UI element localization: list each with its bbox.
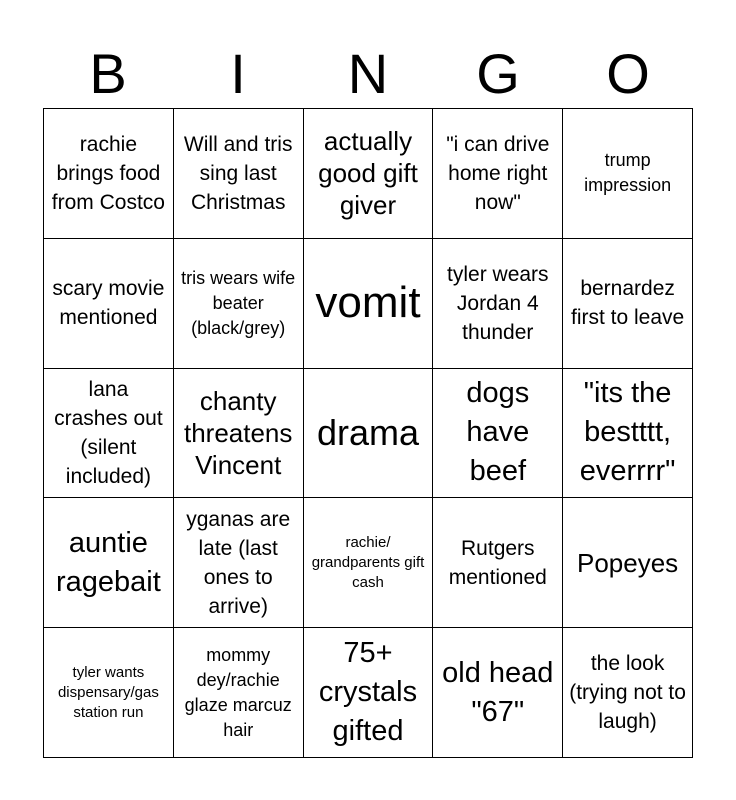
header-letter-n: N [347,42,389,105]
cell-text: 75+ crystals gifted [318,637,418,748]
bingo-cell[interactable] [174,109,304,239]
bingo-cell[interactable] [174,498,304,628]
bingo-cell[interactable] [174,369,304,499]
bingo-cell[interactable] [174,239,304,369]
cell-text: Popeyes [577,547,679,578]
header-letter-g: G [476,42,520,105]
cell-text: trump impression [584,150,672,196]
cell-text: "i can drive home right now" [446,132,550,214]
bingo-cell[interactable] [174,628,304,758]
bingo-cell[interactable] [44,498,174,628]
cell-text: Rutgers mentioned [448,536,547,589]
bingo-cell-free[interactable] [304,239,434,369]
cell-text: auntie ragebait [55,526,161,598]
cell-text: old head "67" [442,656,554,728]
bingo-cell[interactable] [563,109,693,239]
bingo-cell[interactable] [304,109,434,239]
cell-text: rachie brings food from Costco [51,132,165,214]
bingo-header [43,40,693,108]
cell-text: Will and tris sing last Christmas [183,132,293,214]
cell-text: lana crashes out (silent included) [54,377,163,488]
bingo-cell[interactable] [433,239,563,369]
cell-text: tris wears wife beater (black/grey) [181,267,296,338]
bingo-cell[interactable] [304,369,434,499]
bingo-cell[interactable] [563,628,693,758]
cell-text: "its the bestttt, everrrr" [579,377,676,488]
bingo-cell[interactable] [44,239,174,369]
cell-text: tyler wants dispensary/gas station run [57,663,159,721]
cell-text: yganas are late (last ones to arrive) [186,507,291,618]
cell-text: drama [316,411,420,453]
bingo-cell[interactable] [433,498,563,628]
bingo-cell[interactable] [304,498,434,628]
cell-text: vomit [315,278,421,328]
bingo-cell[interactable] [433,369,563,499]
cell-text: mommy dey/rachie glaze marcuz hair [184,644,292,740]
bingo-cell[interactable] [563,498,693,628]
bingo-cell[interactable] [44,109,174,239]
bingo-cell[interactable] [563,239,693,369]
bingo-board [43,108,693,758]
cell-text: chanty threatens Vincent [183,385,293,480]
cell-text: bernardez first to leave [570,277,685,330]
cell-text: rachie/ grandparents gift cash [311,533,425,591]
cell-text: actually good gift giver [318,126,418,221]
cell-text: tyler wears Jordan 4 thunder [447,262,549,344]
bingo-cell[interactable] [44,369,174,499]
bingo-cell[interactable] [44,628,174,758]
bingo-cell[interactable] [563,369,693,499]
bingo-cell[interactable] [433,628,563,758]
bingo-cell[interactable] [304,628,434,758]
cell-text: scary movie mentioned [52,277,165,330]
bingo-cell[interactable] [433,109,563,239]
cell-text: the look (trying not to laugh) [569,652,686,734]
header-letter-b: B [89,42,127,105]
cell-text: dogs have beef [466,377,530,488]
header-letter-o: O [606,42,650,105]
header-letter-i: I [230,42,246,105]
